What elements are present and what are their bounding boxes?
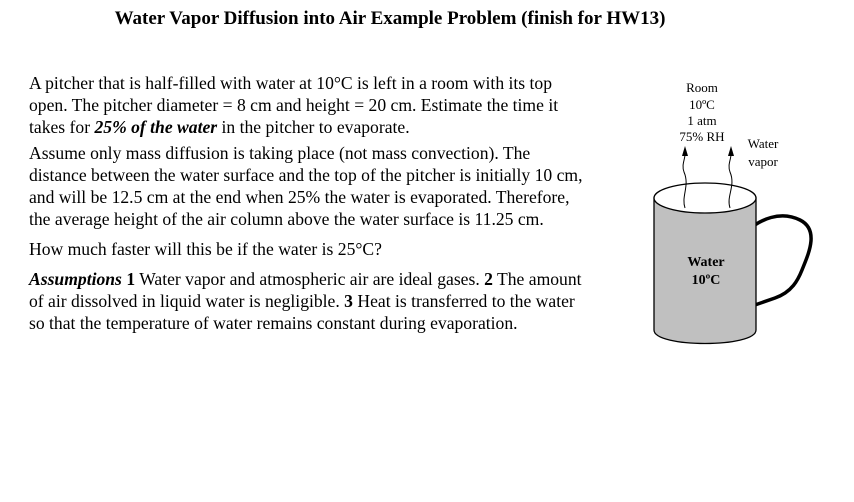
page-title: Water Vapor Diffusion into Air Example Problem (finish for HW13) xyxy=(114,8,666,29)
water-vapor-label-line-1: Water xyxy=(747,136,779,151)
pitcher-figure xyxy=(630,70,854,360)
room-pressure: 1 atm xyxy=(687,113,717,128)
water-label: Water xyxy=(687,255,725,270)
problem-p1-start: A pitcher that is half-filled with water at 10°C is left in a room with its top open. The pitcher diameter = 8 cm and height = 20 cm. Estimate the time it takes for xyxy=(29,73,559,137)
problem-paragraph-2: Assume only mass diffusion is taking place (not mass convection). The distance between the water surface and the top of the pitcher is initially 10 cm, and will be 12.5 cm at the end when 25% the water is evaporated. Therefore, the average height of the air column above the water surface is 11.25 cm. xyxy=(29,143,583,229)
problem-paragraph-1 xyxy=(29,72,589,138)
assumption-2-number: 2 xyxy=(484,269,493,289)
room-label: Room xyxy=(686,80,718,95)
assumption-3-text: Heat is transferred to the water so that the temperature of water remains constant during evaporation. xyxy=(29,291,575,333)
assumption-1-text: Water vapor and atmospheric air are ideal gases. xyxy=(135,269,485,289)
water-temperature: 10ºC xyxy=(691,273,721,288)
problem-text xyxy=(29,72,589,334)
assumption-2-text: The amount of air dissolved in liquid water is negligible. xyxy=(29,269,582,311)
room-humidity: 75% RH xyxy=(679,129,725,144)
assumption-1-number: 1 xyxy=(126,269,136,289)
problem-paragraph-3: How much faster will this be if the water is 25°C? xyxy=(29,239,382,259)
vapor-arrowhead-left xyxy=(682,146,688,156)
pitcher-handle xyxy=(748,216,811,306)
assumption-3-number: 3 xyxy=(344,291,353,311)
pitcher-opening xyxy=(654,183,756,213)
room-temperature: 10ºC xyxy=(689,97,715,112)
assumptions-label: Assumptions xyxy=(29,269,122,289)
water-vapor-label-line-2: vapor xyxy=(748,154,778,169)
assumptions-paragraph xyxy=(29,268,589,334)
vapor-arrowhead-right xyxy=(728,146,734,156)
problem-p1-emphasis: 25% of the water xyxy=(94,117,218,137)
pitcher-drawing xyxy=(630,70,854,360)
problem-p1-end: in the pitcher to evaporate. xyxy=(217,117,410,137)
